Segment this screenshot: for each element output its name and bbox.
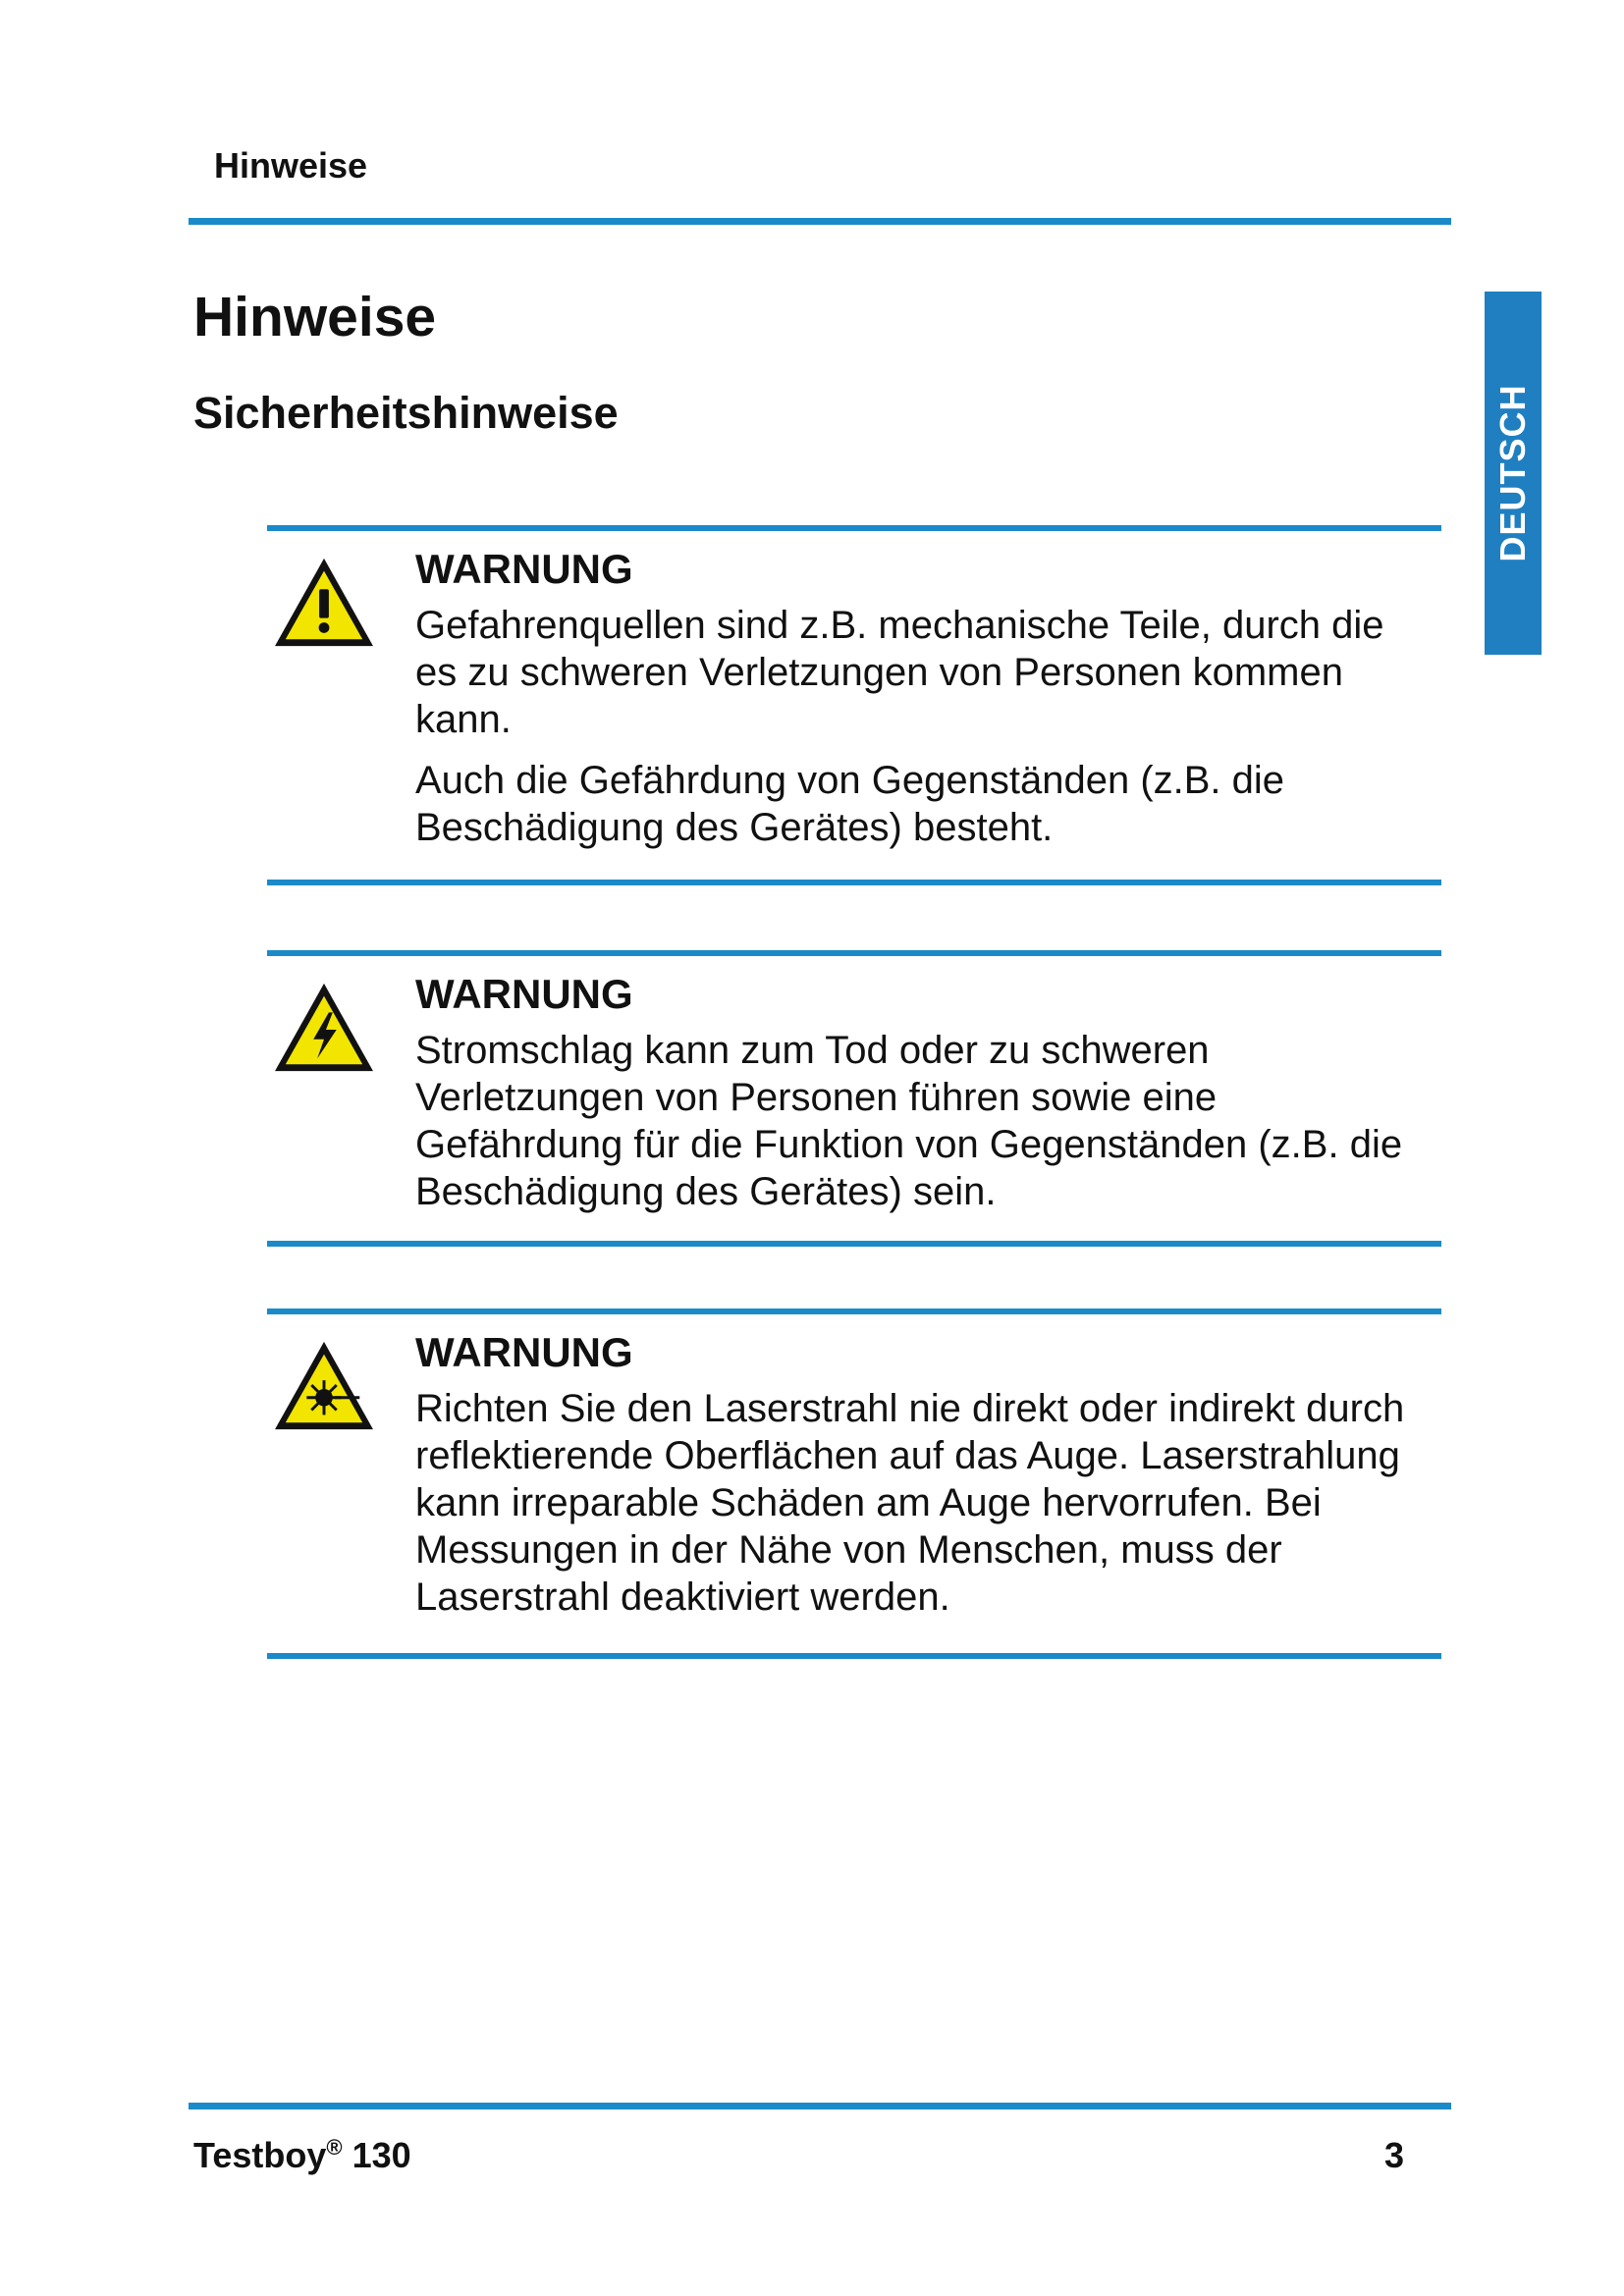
- running-header: Hinweise: [214, 145, 368, 186]
- footer-rule: [189, 2103, 1451, 2109]
- warning-text: Richten Sie den Laserstrahl nie direkt oder indirekt durch reflektierende Oberflächen auf das Auge. Laserstrahlung kann irreparable Schäden am Auge hervorrufen. Bei Messungen in der Nähe von Menschen, muss der Laserstrahl deaktiviert werden.: [415, 1387, 1405, 1620]
- page-title: Hinweise: [193, 286, 437, 348]
- warning-label: WARNUNG: [415, 1329, 633, 1375]
- header-rule: [189, 218, 1451, 225]
- warning-rule-top: [267, 950, 1441, 956]
- warning-text: Gefahrenquellen sind z.B. mechanische Teile, durch die es zu schweren Verletzungen von Personen kommen kann.: [415, 604, 1384, 742]
- warning-body: [415, 970, 1407, 1229]
- page-number: 3: [1383, 2135, 1404, 2175]
- footer-product: [193, 2135, 411, 2176]
- electric-shock-icon: [271, 980, 377, 1076]
- warning-text: Stromschlag kann zum Tod oder zu schweren Verletzungen von Personen führen sowie eine Gefährdung für die Funktion von Gegenständen (z.B. die Beschädigung des Gerätes) sein.: [415, 1029, 1403, 1214]
- warning-block-mechanical: [267, 525, 1441, 888]
- product-name: Testboy: [193, 2135, 327, 2175]
- warning-rule-bottom: [267, 1241, 1441, 1247]
- warning-rule-bottom: [267, 1653, 1441, 1659]
- language-tab: [1485, 292, 1542, 655]
- registered-mark: ®: [326, 2135, 343, 2160]
- warning-body: [415, 545, 1407, 865]
- warning-label: WARNUNG: [415, 971, 633, 1017]
- warning-text: Auch die Gefährdung von Gegenständen (z.B. die Beschädigung des Gerätes) besteht.: [415, 759, 1285, 850]
- laser-radiation-icon: [271, 1338, 377, 1434]
- warning-rule-top: [267, 1308, 1441, 1314]
- language-tab-label: DEUTSCH: [1492, 384, 1533, 562]
- section-title: Sicherheitshinweise: [193, 388, 619, 438]
- warning-label: WARNUNG: [415, 546, 633, 592]
- general-danger-icon: [271, 555, 377, 651]
- product-model: 130: [352, 2135, 411, 2175]
- warning-body: [415, 1328, 1407, 1634]
- warning-rule-bottom: [267, 880, 1441, 885]
- warning-rule-top: [267, 525, 1441, 531]
- warning-block-laser: [267, 1308, 1441, 1662]
- warning-block-electric: [267, 950, 1441, 1250]
